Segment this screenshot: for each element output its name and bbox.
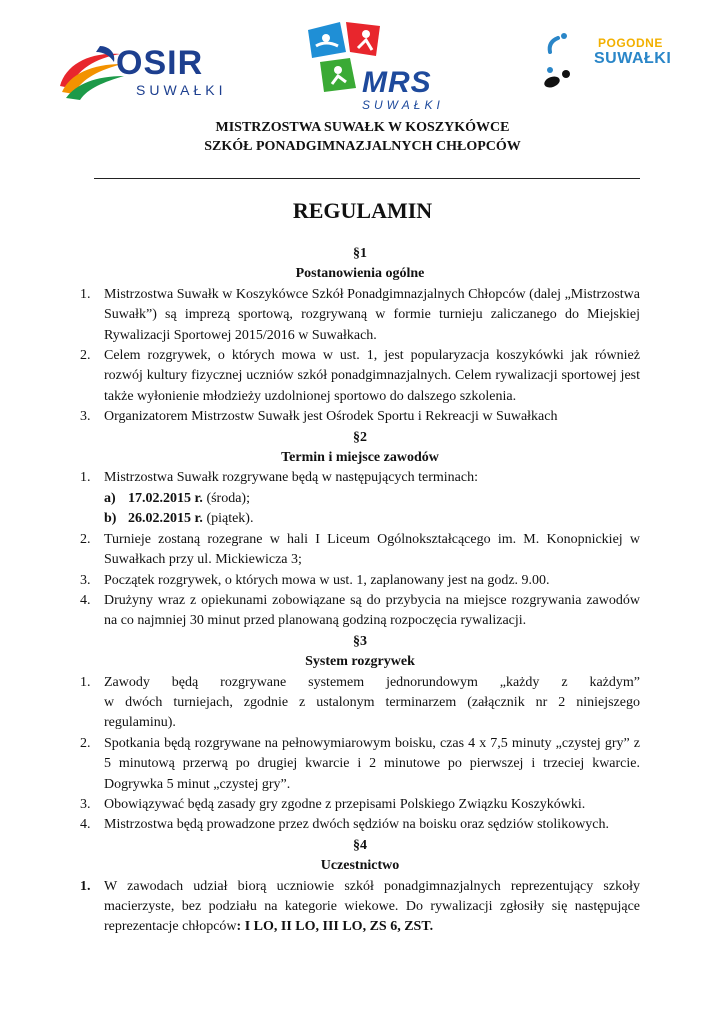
item-number: 1. xyxy=(80,286,91,302)
item-number: 1. xyxy=(80,674,91,690)
section-1 xyxy=(80,244,640,428)
dates-list xyxy=(104,489,640,530)
item-number: 3. xyxy=(80,572,91,588)
list-item xyxy=(80,530,640,571)
item-text: w dwóch turniejach, zgodnie z ustalonym terminarzem (załącznik nr 2 niniejszego regulaminu). xyxy=(104,694,640,731)
section-heading: Uczestnictwo xyxy=(320,858,400,874)
item-text: Spotkania będą rozgrywane na pełnowymiarowym boisku, czas 4 x 7,5 minuty „czystej gry” z 5 minutową przerwą po drugiej kwarcie i 2 minutowe po pierwszej i trzeciej kwarcie. Dogrywka 5 minut „czystej gry”. xyxy=(104,735,640,792)
date-item xyxy=(104,509,640,529)
item-text: Organizatorem Mistrzostw Suwałk jest Ośrodek Sportu i Rekreacji w Suwałkach xyxy=(104,409,558,425)
osir-logo-text: OSIR xyxy=(116,44,204,82)
date-weekday: (środa); xyxy=(202,490,250,506)
document-title: REGULAMIN xyxy=(292,198,433,223)
item-text: Celem rozgrywek, o których mowa w ust. 1, jest popularyzacja koszykówki jak również rozwój kultury fizycznej uczniów szkół ponadgimnazjalnych. Celem rywalizacji sportowej jest także wyłonienie młodzieży uzdolnionej sportowo do dalszego szkolenia. xyxy=(104,348,640,404)
osir-logo-subtext: SUWAŁKI xyxy=(136,82,227,98)
item-number: 3. xyxy=(80,409,91,425)
section-4 xyxy=(80,836,640,938)
mrs-logo-subtext: SUWAŁKI xyxy=(362,98,444,112)
section-number: §2 xyxy=(353,429,367,445)
list-item xyxy=(80,407,640,427)
item-text: Drużyny wraz z opiekunami zobowiązane są do przybycia na miejsce rozgrywania zawodów na co najmniej 30 minut przed planowaną godziną rozpoczęcia rywalizacji. xyxy=(104,592,640,629)
item-number: 4. xyxy=(80,592,91,608)
list-item xyxy=(80,734,640,795)
date-item xyxy=(104,489,640,509)
item-number: 2. xyxy=(80,735,91,751)
item-number: 2. xyxy=(80,531,91,547)
event-title-line2: SZKÓŁ PONADGIMNAZJALNYCH CHŁOPCÓW xyxy=(204,139,521,154)
event-title xyxy=(0,118,725,156)
title-divider xyxy=(94,178,640,179)
date-letter: a) xyxy=(104,490,116,506)
item-number: 1. xyxy=(80,470,91,486)
item-number: 1. xyxy=(80,878,91,894)
date-value: 26.02.2015 r. xyxy=(128,511,203,527)
list-item xyxy=(80,815,640,835)
list-item xyxy=(80,795,640,815)
list-item xyxy=(80,346,640,407)
date-weekday: (piątek). xyxy=(202,511,254,527)
item-text: W zawodach udział biorą uczniowie szkół ponadgimnazjalnych reprezentujący szkoły macierzyste, bez podziału na kategorie wiekowe. Do rywalizacji zgłosiły się następujące reprezentacje chłopców xyxy=(104,878,640,935)
item-number: 3. xyxy=(80,796,91,812)
pogodne-logo-line1: POGODNE xyxy=(598,36,663,50)
list-item xyxy=(80,285,640,346)
item-text: Mistrzostwa Suwałk w Koszykówce Szkół Ponadgimnazjalnych Chłopców (dalej „Mistrzostwa Suwałk”) są imprezą sportową, rozgrywaną w formie turnieju zaliczanego do Miejskiej Rywalizacji Sportowej 2015/2016 w Suwałkach. xyxy=(104,286,640,343)
item-text: Mistrzostwa Suwałk rozgrywane będą w następujących terminach: xyxy=(104,470,478,486)
section-number: §3 xyxy=(353,633,367,649)
section-heading: Termin i miejsce zawodów xyxy=(281,450,439,466)
list-item xyxy=(80,673,640,734)
osir-logo xyxy=(56,42,226,114)
pogodne-logo-line2: SUWAŁKI xyxy=(594,50,672,67)
item-text: Początek rozgrywek, o których mowa w ust. 1, zaplanowany jest na godz. 9.00. xyxy=(104,572,550,588)
event-title-line1: MISTRZOSTWA SUWAŁK W KOSZYKÓWCE xyxy=(215,120,510,135)
regulations-body xyxy=(80,244,640,938)
item-number: 2. xyxy=(80,348,91,364)
schools-list: : I LO, II LO, III LO, ZS 6, ZST. xyxy=(236,919,434,935)
section-heading: Postanowienia ogólne xyxy=(295,266,425,282)
date-letter: b) xyxy=(104,511,117,527)
section-heading: System rozgrywek xyxy=(305,654,415,670)
item-text: Mistrzostwa będą prowadzone przez dwóch sędziów na boisku oraz sędziów stolikowych. xyxy=(104,817,610,833)
pogodne-figure-icon xyxy=(528,30,588,100)
section-2 xyxy=(80,428,640,632)
list-item xyxy=(80,468,640,529)
item-text: Obowiązywać będą zasady gry zgodne z przepisami Polskiego Związku Koszykówki. xyxy=(104,796,586,812)
list-item xyxy=(80,571,640,591)
section-number: §1 xyxy=(353,246,367,261)
item-number: 4. xyxy=(80,817,91,833)
item-text-first-line: Zawody będą rozgrywane systemem jednorundowym „każdy z każdym” xyxy=(104,674,640,690)
mrs-logo xyxy=(300,16,450,116)
date-value: 17.02.2015 r. xyxy=(128,490,203,506)
list-item xyxy=(80,877,640,938)
pogodne-suwalki-logo xyxy=(528,30,672,110)
section-number: §4 xyxy=(353,837,367,853)
section-3 xyxy=(80,632,640,836)
list-item xyxy=(80,591,640,632)
mrs-logo-text: MRS xyxy=(362,66,432,99)
logo-header xyxy=(0,14,725,114)
item-text: Turnieje zostaną rozegrane w hali I Liceum Ogólnokształcącego im. M. Konopnickiej w Suwałkach przy ul. Mickiewicza 3; xyxy=(104,531,640,568)
